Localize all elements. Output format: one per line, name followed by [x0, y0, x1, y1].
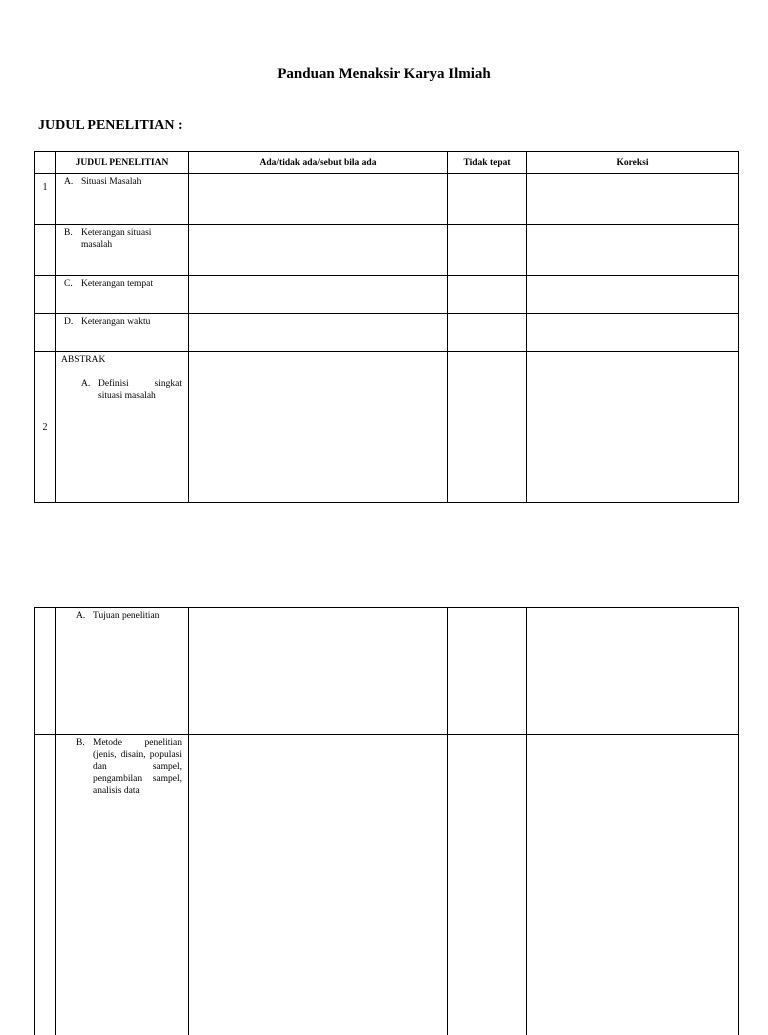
header-koreksi: Koreksi: [527, 152, 739, 174]
table-row: [35, 174, 739, 225]
header-ada-tidak-ada: Ada/tidak ada/sebut bila ada: [189, 152, 448, 174]
koreksi-cell[interactable]: [527, 276, 739, 314]
row-number: [35, 225, 56, 276]
item-text: Situasi Masalah: [81, 177, 142, 187]
item-text: Metode penelitian (jenis, disain, populasi dan sampel, pengambilan sampel, analisis data: [93, 738, 182, 796]
row-number: [35, 735, 56, 1035]
item-text: Keterangan tempat: [81, 279, 154, 289]
table-row: [35, 276, 739, 314]
row-number: [35, 608, 56, 735]
tidak-tepat-cell[interactable]: [448, 314, 527, 352]
criteria-cell: [56, 314, 189, 352]
header-tidak-tepat: Tidak tepat: [448, 152, 527, 174]
ada-cell[interactable]: [189, 276, 448, 314]
header-judul-penelitian: JUDUL PENELITIAN: [56, 152, 189, 174]
assessment-table-2: [34, 607, 739, 1035]
ada-cell[interactable]: [189, 174, 448, 225]
table-row: [35, 608, 739, 735]
item-marker: D.: [64, 317, 74, 327]
item-marker: C.: [64, 279, 73, 289]
table-row: [35, 735, 739, 1035]
table-row: [35, 352, 739, 503]
row-number: 2: [35, 352, 56, 503]
table-row: [35, 314, 739, 352]
item-marker: A.: [81, 379, 91, 389]
item-text: Keterangan situasi masalah: [81, 228, 152, 250]
tidak-tepat-cell[interactable]: [448, 276, 527, 314]
ada-cell[interactable]: [189, 225, 448, 276]
ada-cell[interactable]: [189, 314, 448, 352]
item-marker: B.: [76, 738, 85, 748]
tidak-tepat-cell[interactable]: [448, 735, 527, 1035]
item-text: Keterangan waktu: [81, 317, 151, 327]
criteria-cell: [56, 225, 189, 276]
criteria-cell: [56, 735, 189, 1035]
koreksi-cell[interactable]: [527, 735, 739, 1035]
table-row: [35, 225, 739, 276]
row-number: [35, 276, 56, 314]
koreksi-cell[interactable]: [527, 225, 739, 276]
item-marker: B.: [64, 228, 73, 238]
koreksi-cell[interactable]: [527, 174, 739, 225]
item-text: Definisi singkat situasi masalah: [98, 379, 182, 401]
table-header-row: [35, 152, 739, 174]
koreksi-cell[interactable]: [527, 314, 739, 352]
tidak-tepat-cell[interactable]: [448, 608, 527, 735]
criteria-cell: [56, 608, 189, 735]
criteria-cell: [56, 276, 189, 314]
tidak-tepat-cell[interactable]: [448, 174, 527, 225]
row-number: 1: [35, 174, 56, 225]
criteria-cell: [56, 352, 189, 503]
row-number: [35, 314, 56, 352]
judul-penelitian-label: JUDUL PENELITIAN :: [38, 118, 183, 133]
abstrak-heading: ABSTRAK: [61, 355, 106, 365]
tidak-tepat-cell[interactable]: [448, 352, 527, 503]
header-number: [35, 152, 56, 174]
criteria-cell: [56, 174, 189, 225]
ada-cell[interactable]: [189, 735, 448, 1035]
item-marker: A.: [64, 177, 74, 187]
tidak-tepat-cell[interactable]: [448, 225, 527, 276]
document-title: Panduan Menaksir Karya Ilmiah: [277, 66, 491, 82]
ada-cell[interactable]: [189, 352, 448, 503]
assessment-table-1: [34, 151, 739, 503]
koreksi-cell[interactable]: [527, 608, 739, 735]
item-text: Tujuan penelitian: [93, 611, 160, 621]
item-marker: A.: [76, 611, 86, 621]
koreksi-cell[interactable]: [527, 352, 739, 503]
ada-cell[interactable]: [189, 608, 448, 735]
